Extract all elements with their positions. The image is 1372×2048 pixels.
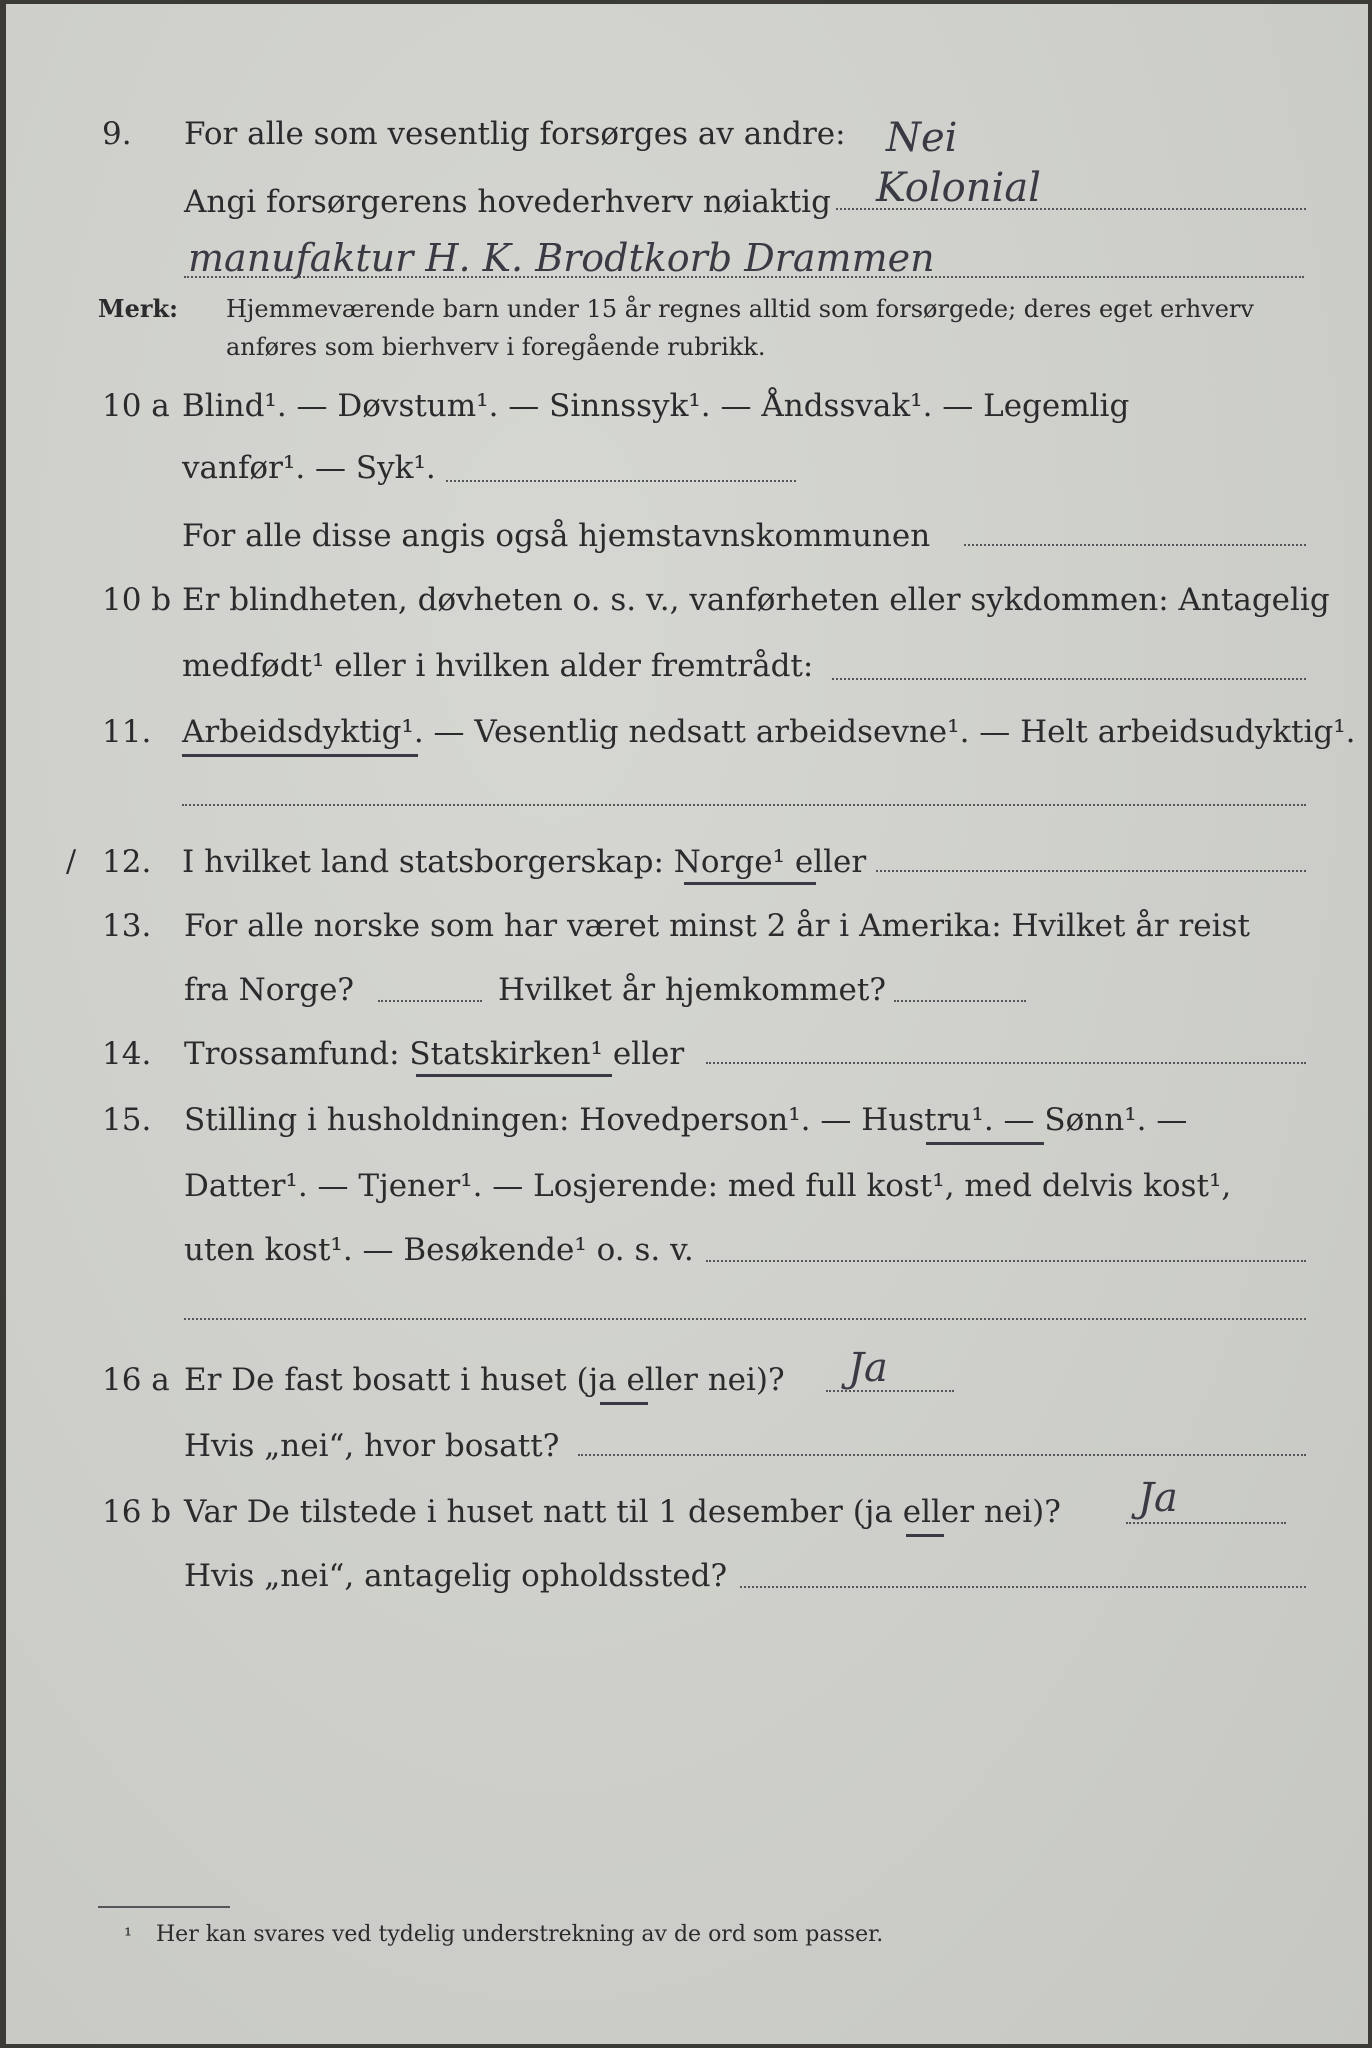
q9-answer-3: manufaktur H. K. Brodtkorb Drammen bbox=[188, 236, 935, 280]
q14-underline-statskirken bbox=[416, 1074, 612, 1077]
q10a-line1: Blind¹. — Døvstum¹. — Sinnssyk¹. — Åndssvak¹. — Legemlig bbox=[182, 388, 1130, 424]
merk-line1: Hjemmeværende barn under 15 år regnes alltid som forsørgede; deres eget erhverv bbox=[226, 295, 1254, 323]
footnote-rule bbox=[98, 1906, 230, 1908]
q16a-answer: Ja bbox=[848, 1345, 888, 1391]
q12-number: 12. bbox=[102, 844, 152, 880]
q11-separator bbox=[182, 804, 1306, 806]
census-form-page bbox=[6, 4, 1368, 2044]
q16a-answer-line-1 bbox=[826, 1390, 954, 1392]
q11-underline-arbeidsdyktig bbox=[182, 754, 418, 757]
q12-check-mark: / bbox=[66, 844, 77, 879]
q10b-answer-line bbox=[832, 678, 1306, 680]
q12-answer-line bbox=[876, 870, 1306, 872]
q14-answer-line bbox=[706, 1062, 1306, 1064]
q14-number: 14. bbox=[102, 1036, 152, 1072]
q15-number: 15. bbox=[102, 1102, 152, 1138]
q10a-answer-line-2 bbox=[964, 544, 1306, 546]
q16b-number: 16 b bbox=[102, 1494, 172, 1530]
footnote-text: Her kan svares ved tydelig understrekning av de ord som passer. bbox=[156, 1922, 884, 1947]
q10a-line2: vanfør¹. — Syk¹. bbox=[182, 450, 436, 486]
q16a-underline-ja bbox=[600, 1402, 648, 1405]
q9-answer-2: Kolonial bbox=[876, 165, 1041, 211]
q16b-line2: Hvis „nei“, antagelig opholdssted? bbox=[184, 1558, 728, 1594]
merk-label: Merk: bbox=[98, 294, 178, 323]
q15-underline-hustru bbox=[926, 1142, 1044, 1145]
q13-line1: For alle norske som har været minst 2 år i Amerika: Hvilket år reist bbox=[184, 908, 1250, 944]
q10a-number: 10 a bbox=[102, 388, 170, 424]
q16a-line2: Hvis „nei“, hvor bosatt? bbox=[184, 1428, 560, 1464]
q15-line2: Datter¹. — Tjener¹. — Losjerende: med full kost¹, med delvis kost¹, bbox=[184, 1168, 1232, 1204]
q10b-line1: Er blindheten, døvheten o. s. v., vanførheten eller sykdommen: Antagelig bbox=[182, 582, 1330, 618]
q9-answer-1: Nei bbox=[886, 115, 958, 161]
q11-line1: Arbeidsdyktig¹. — Vesentlig nedsatt arbeidsevne¹. — Helt arbeidsudyktig¹. bbox=[182, 714, 1356, 750]
q16a-line1: Er De fast bosatt i huset (ja eller nei)? bbox=[184, 1362, 785, 1398]
q10b-number: 10 b bbox=[102, 582, 172, 618]
footnote-mark: ¹ bbox=[124, 1923, 133, 1947]
q14-line1: Trossamfund: Statskirken¹ eller bbox=[184, 1036, 685, 1072]
q15-line1: Stilling i husholdningen: Hovedperson¹. — Hustru¹. — Sønn¹. — bbox=[184, 1102, 1188, 1138]
q16a-number: 16 a bbox=[102, 1362, 170, 1398]
q12-underline-norge bbox=[684, 882, 816, 885]
q10a-line3: For alle disse angis også hjemstavnskommunen bbox=[182, 518, 931, 554]
q9-line1: For alle som vesentlig forsørges av andre: bbox=[184, 116, 846, 152]
q9-number: 9. bbox=[102, 116, 132, 152]
q13-line2b: Hvilket år hjemkommet? bbox=[498, 972, 886, 1008]
q15-answer-line-2 bbox=[184, 1318, 1306, 1320]
q16b-line1: Var De tilstede i huset natt til 1 desember (ja eller nei)? bbox=[184, 1494, 1061, 1530]
q16b-answer: Ja bbox=[1138, 1475, 1178, 1521]
q15-answer-line-1 bbox=[706, 1260, 1306, 1262]
q10b-line2: medfødt¹ eller i hvilken alder fremtrådt: bbox=[182, 648, 814, 684]
q16b-answer-line-1 bbox=[1126, 1522, 1286, 1524]
q13-answer-line-1 bbox=[378, 1000, 482, 1002]
q13-line2a: fra Norge? bbox=[184, 972, 355, 1008]
q16b-underline-ja bbox=[906, 1534, 944, 1537]
q11-number: 11. bbox=[102, 714, 152, 750]
merk-line2: anføres som bierhverv i foregående rubrikk. bbox=[226, 333, 766, 361]
q10a-answer-line-1 bbox=[446, 480, 796, 482]
q12-line1: I hvilket land statsborgerskap: Norge¹ eller bbox=[182, 844, 867, 880]
q13-answer-line-2 bbox=[894, 1000, 1026, 1002]
q16b-answer-line-2 bbox=[740, 1586, 1306, 1588]
q13-number: 13. bbox=[102, 908, 152, 944]
q16a-answer-line-2 bbox=[578, 1454, 1306, 1456]
q15-line3: uten kost¹. — Besøkende¹ o. s. v. bbox=[184, 1232, 694, 1268]
q9-line2: Angi forsørgerens hovederhverv nøiaktig bbox=[184, 184, 831, 220]
